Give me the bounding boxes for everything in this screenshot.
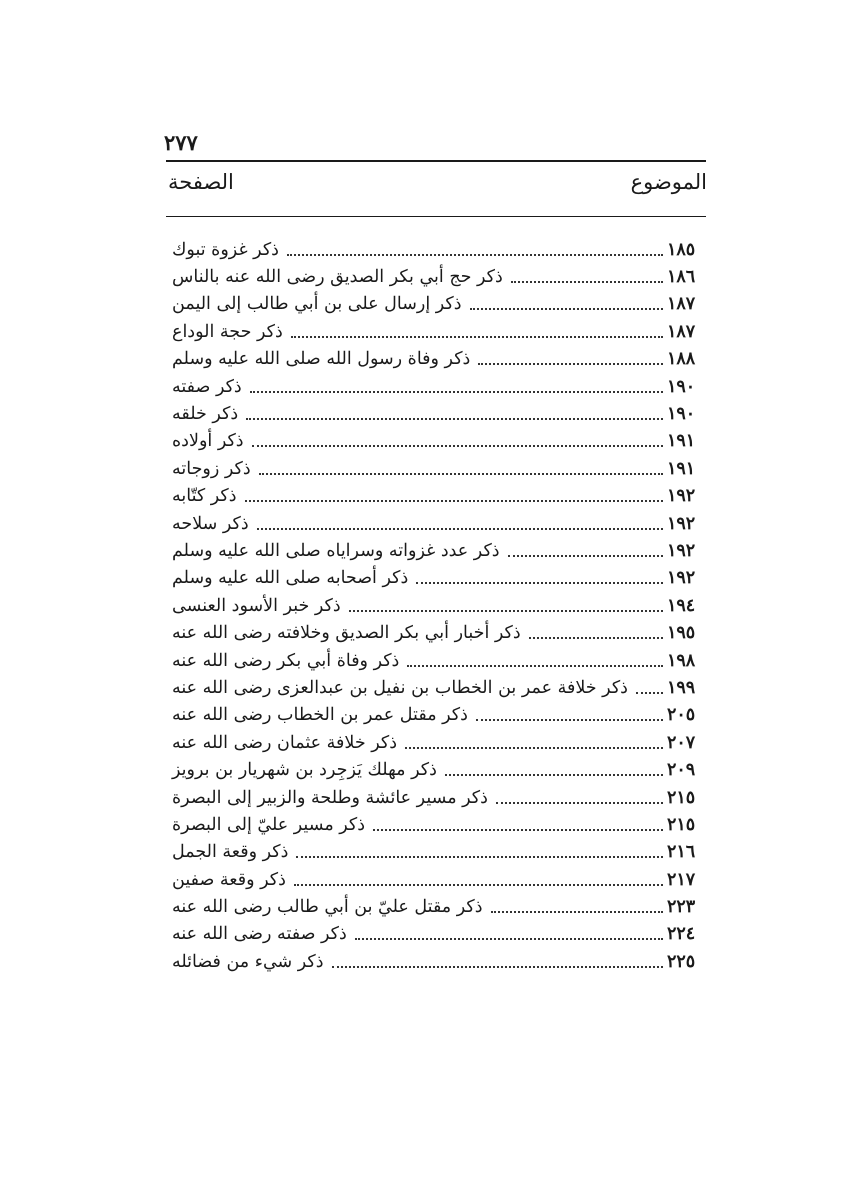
toc-entry-page: ٢١٥ xyxy=(667,787,696,808)
dot-leader xyxy=(445,774,663,776)
toc-entry-page: ٢٠٥ xyxy=(667,705,696,726)
toc-entry-page: ١٩٤ xyxy=(667,595,696,616)
toc-entry-title: ذكر خلافة عمر بن الخطاب بن نفيل بن عبدالعزى رضى الله عنه xyxy=(172,677,628,698)
dot-leader xyxy=(405,747,663,749)
toc-entry-page: ١٨٦ xyxy=(667,267,696,288)
toc-entry-title: ذكر أخبار أبي بكر الصديق وخلافته رضى الله عنه xyxy=(172,623,521,644)
dot-leader xyxy=(294,884,663,886)
toc-entry-title: ذكر وقعة صفين xyxy=(172,869,286,890)
dot-leader xyxy=(291,336,663,338)
toc-entry-page: ١٨٥ xyxy=(667,239,696,260)
toc-entry xyxy=(166,373,707,400)
toc-entry xyxy=(166,702,707,729)
toc-entry-title: ذكر غزوة تبوك xyxy=(172,239,279,260)
dot-leader xyxy=(257,528,663,530)
toc-entry-title: ذكر زوجاته xyxy=(172,458,251,479)
toc-entry-title: ذكر مسير عليّ إلى البصرة xyxy=(172,814,366,835)
toc-entry-title: ذكر صفته xyxy=(172,376,242,397)
toc-entry-title: ذكر عدد غزواته وسراياه صلى الله عليه وسلم xyxy=(172,540,500,561)
toc-entry-title: ذكر سلاحه xyxy=(172,513,249,534)
toc-entry xyxy=(166,400,707,427)
toc-entry-page: ٢٠٩ xyxy=(667,760,696,781)
toc-entry xyxy=(166,263,707,290)
dot-leader xyxy=(416,582,663,584)
toc-entry-page: ٢١٥ xyxy=(667,814,696,835)
dot-leader xyxy=(296,856,663,858)
toc-entry-title: ذكر إرسال على بن أبي طالب إلى اليمن xyxy=(172,294,462,315)
toc-entry-page: ٢٢٥ xyxy=(667,951,696,972)
toc-entry-title: ذكر حج أبي بكر الصديق رضى الله عنه بالناس xyxy=(172,267,503,288)
toc-entry xyxy=(166,236,707,263)
toc-entry-page: ١٩٩ xyxy=(667,677,696,698)
dot-leader xyxy=(407,665,663,667)
table-of-contents xyxy=(166,236,707,976)
toc-entry xyxy=(166,565,707,592)
toc-entry xyxy=(166,619,707,646)
page-number: ٢٧٧ xyxy=(164,130,198,155)
toc-entry-page: ١٨٨ xyxy=(667,349,696,370)
toc-entry-page: ١٩٢ xyxy=(667,513,696,534)
toc-entry-title: ذكر شيء من فضائله xyxy=(172,951,324,972)
toc-entry-page: ١٩٨ xyxy=(667,650,696,671)
toc-entry xyxy=(166,592,707,619)
toc-entry xyxy=(166,756,707,783)
toc-entry-page: ٢٢٣ xyxy=(667,897,696,918)
toc-entry xyxy=(166,483,707,510)
toc-entry xyxy=(166,839,707,866)
toc-entry-title: ذكر خلافة عثمان رضى الله عنه xyxy=(172,732,397,753)
toc-entry-page: ١٩٢ xyxy=(667,568,696,589)
toc-entry-title: ذكر أصحابه صلى الله عليه وسلم xyxy=(172,568,409,589)
toc-entry-page: ١٩٥ xyxy=(667,623,696,644)
dot-leader xyxy=(529,637,663,639)
dot-leader xyxy=(349,610,663,612)
header-rule-bottom xyxy=(166,216,706,217)
toc-entry xyxy=(166,729,707,756)
dot-leader xyxy=(252,445,663,447)
toc-entry-title: ذكر خلقه xyxy=(172,404,239,425)
toc-entry-page: ٢٢٤ xyxy=(667,924,696,945)
dot-leader xyxy=(287,254,663,256)
toc-entry xyxy=(166,647,707,674)
toc-entry-title: ذكر وقعة الجمل xyxy=(172,842,289,863)
dot-leader xyxy=(496,802,663,804)
toc-entry-title: ذكر خبر الأسود العنسى xyxy=(172,595,341,616)
dot-leader xyxy=(511,281,663,283)
toc-entry-page: ١٩١ xyxy=(667,431,696,452)
toc-entry-title: ذكر مقتل عليّ بن أبي طالب رضى الله عنه xyxy=(172,897,483,918)
toc-entry-page: ١٨٧ xyxy=(667,294,696,315)
dot-leader xyxy=(259,473,663,475)
toc-entry xyxy=(166,318,707,345)
dot-leader xyxy=(355,938,663,940)
toc-entry-title: ذكر وفاة أبي بكر رضى الله عنه xyxy=(172,650,400,671)
toc-entry-page: ١٩١ xyxy=(667,458,696,479)
toc-entry xyxy=(166,428,707,455)
dot-leader xyxy=(476,719,663,721)
toc-entry-title: ذكر مسير عائشة وطلحة والزبير إلى البصرة xyxy=(172,787,488,808)
toc-entry xyxy=(166,811,707,838)
dot-leader xyxy=(478,363,663,365)
header-rule-top xyxy=(166,160,706,162)
toc-entry-page: ١٩٠ xyxy=(667,404,696,425)
toc-entry-title: ذكر حجة الوداع xyxy=(172,321,283,342)
toc-entry xyxy=(166,866,707,893)
toc-entry-title: ذكر وفاة رسول الله صلى الله عليه وسلم xyxy=(172,349,471,370)
toc-entry-page: ١٨٧ xyxy=(667,321,696,342)
topic-column-heading: الموضوع xyxy=(630,170,707,194)
toc-entry-page: ١٩٢ xyxy=(667,486,696,507)
toc-entry-title: ذكر صفته رضى الله عنه xyxy=(172,924,347,945)
toc-entry xyxy=(166,893,707,920)
toc-entry xyxy=(166,455,707,482)
toc-entry-title: ذكر مهلك يَزجِرد بن شهريار بن برويز xyxy=(172,760,437,781)
dot-leader xyxy=(636,692,663,694)
toc-entry-page: ١٩٢ xyxy=(667,540,696,561)
toc-entry-title: ذكر كتّابه xyxy=(172,486,237,507)
dot-leader xyxy=(332,966,663,968)
page-column-heading: الصفحة xyxy=(168,170,234,194)
toc-entry xyxy=(166,537,707,564)
dot-leader xyxy=(246,418,663,420)
dot-leader xyxy=(470,308,663,310)
dot-leader xyxy=(508,555,663,557)
toc-entry-page: ١٩٠ xyxy=(667,376,696,397)
toc-entry xyxy=(166,948,707,975)
dot-leader xyxy=(491,911,663,913)
toc-entry-page: ٢١٧ xyxy=(667,869,696,890)
toc-entry xyxy=(166,346,707,373)
toc-entry xyxy=(166,921,707,948)
toc-entry xyxy=(166,510,707,537)
dot-leader xyxy=(245,500,663,502)
toc-entry xyxy=(166,291,707,318)
dot-leader xyxy=(373,829,663,831)
toc-entry-page: ٢٠٧ xyxy=(667,732,696,753)
toc-entry-title: ذكر مقتل عمر بن الخطاب رضى الله عنه xyxy=(172,705,468,726)
toc-entry xyxy=(166,784,707,811)
toc-entry-page: ٢١٦ xyxy=(667,842,696,863)
toc-entry-title: ذكر أولاده xyxy=(172,431,244,452)
toc-entry xyxy=(166,674,707,701)
dot-leader xyxy=(250,391,663,393)
